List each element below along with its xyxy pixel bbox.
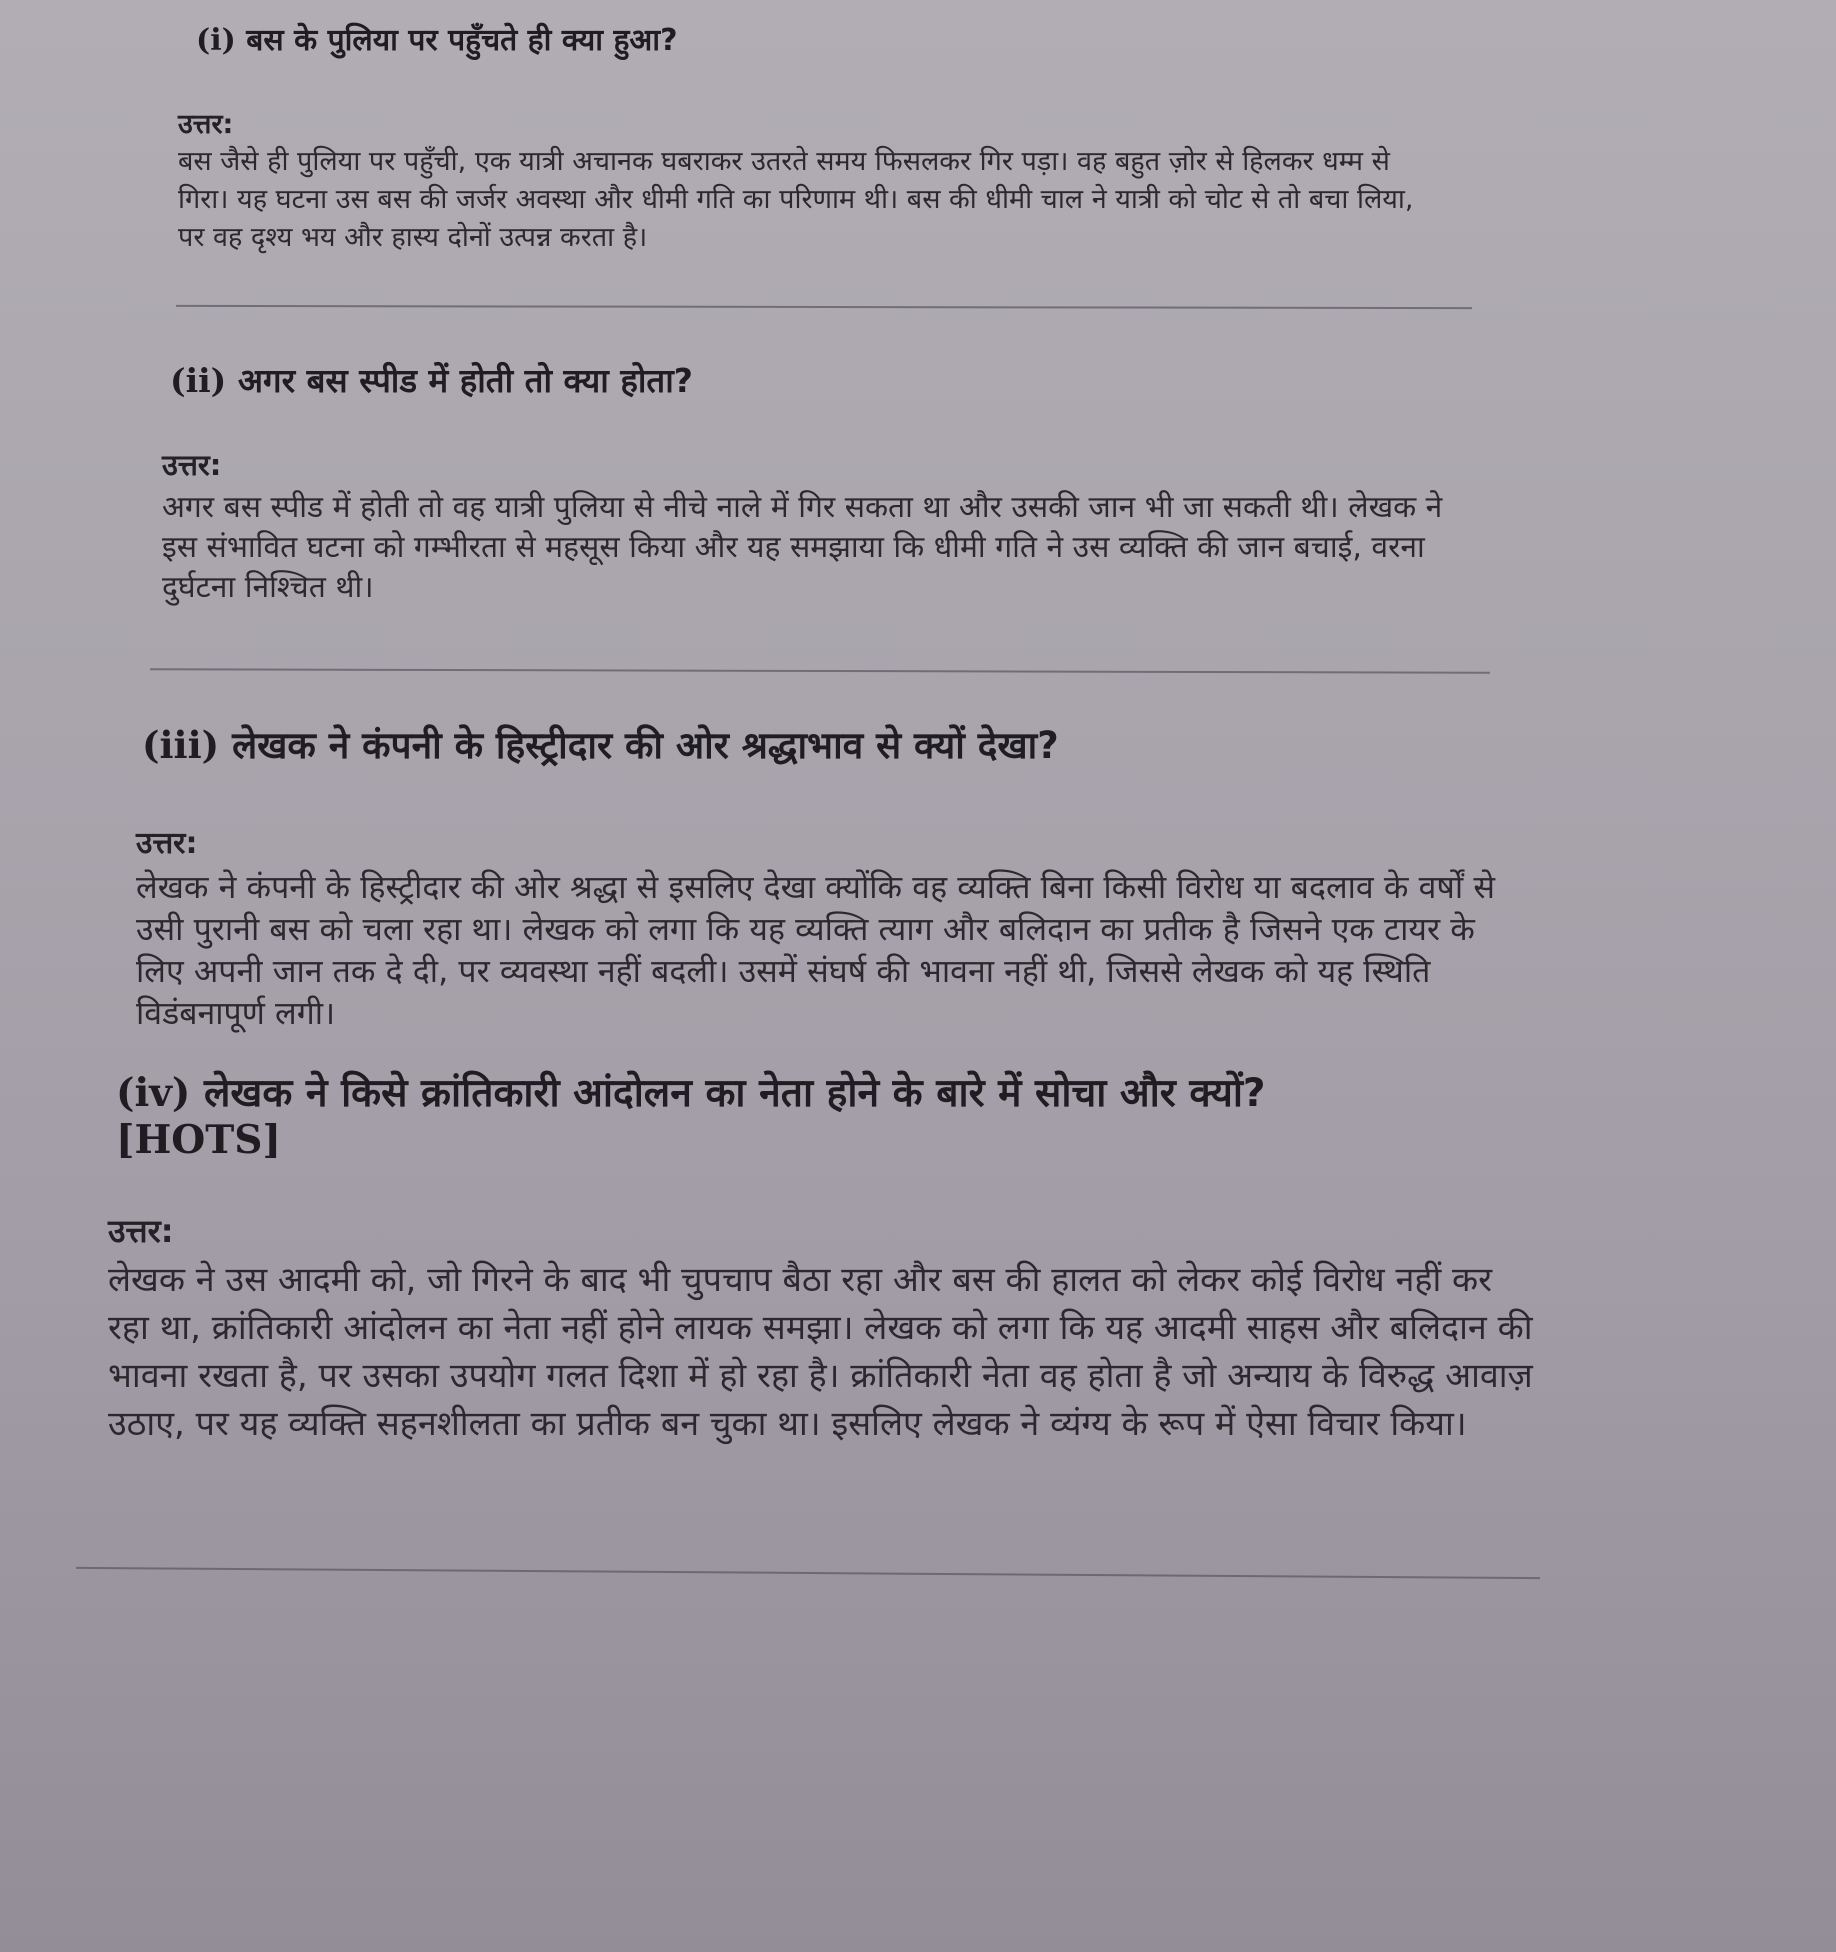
answer-text: लेखक ने कंपनी के हिस्ट्रीदार की ओर श्रद्धा से इसलिए देखा क्योंकि वह व्यक्ति बिना किसी विरोध या बदलाव के वर्षों से उसी पुरानी बस को चला रहा था। लेखक को लगा कि यह व्यक्ति त्याग और बलिदान का प्रतीक है जिसने एक टायर के लिए अपनी जान तक दे दी, पर व्यवस्था नहीं बदली। उसमें संघर्ष की भावना नहीं थी, जिससे लेखक को यह स्थिति विडंबनापूर्ण लगी। [136,868,1496,1033]
answer-text: अगर बस स्पीड में होती तो वह यात्री पुलिया से नीचे नाले में गिर सकता था और उसकी जान भी जा सकती थी। लेखक ने इस संभावित घटना को गम्भीरता से महसूस किया और यह समझाया कि धीमी गति ने उस व्यक्ति की जान बचाई, वरना दुर्घटना निश्चित थी। [162,490,1443,606]
question-1 [196,22,1468,60]
answer-label: उत्तर: [136,826,198,862]
hots-tag: [HOTS] [116,1117,281,1163]
question-number: (iii) [142,723,220,767]
question-number: (iv) [116,1070,191,1116]
divider-line [76,1567,1540,1579]
answer-label: उत्तर: [178,108,234,140]
question-2 [170,360,1482,401]
question-block-2 [162,360,1482,608]
divider-line [150,668,1490,674]
answer-text: बस जैसे ही पुलिया पर पहुँची, एक यात्री अचानक घबराकर उतरते समय फिसलकर गिर पड़ा। वह बहुत ज़ोर से हिलकर धम्म से गिरा। यह घटना उस बस की जर्जर अवस्था और धीमी गति का परिणाम थी। बस की धीमी चाल ने यात्री को चोट से तो बचा लिया, पर वह दृश्य भय और हास्य दोनों उत्पन्न करता है। [178,145,1414,253]
question-text: बस के पुलिया पर पहुँचते ही क्या हुआ? [246,23,678,58]
answer-label: उत्तर: [162,448,222,483]
question-block-1 [178,22,1468,257]
question-number: (i) [196,23,236,58]
question-3 [142,722,1506,769]
question-text: लेखक ने कंपनी के हिस्ट्रीदार की ओर श्रद्धाभाव से क्यों देखा? [232,724,1059,767]
question-number: (ii) [170,361,227,400]
divider-line [176,305,1472,309]
question-block-4 [108,1070,1548,1448]
answer-text: लेखक ने उस आदमी को, जो गिरने के बाद भी चुपचाप बैठा रहा और बस की हालत को लेकर कोई विरोध नहीं कर रहा था, क्रांतिकारी आंदोलन का नेता नहीं होने लायक समझा। लेखक को लगा कि यह आदमी साहस और बलिदान की भावना रखता है, पर उसका उपयोग गलत दिशा में हो रहा है। क्रांतिकारी नेता वह होता है जो अन्याय के विरुद्ध आवाज़ उठाए, पर यह व्यक्ति सहनशीलता का प्रतीक बन चुका था। इसलिए लेखक ने व्यंग्य के रूप में ऐसा विचार किया। [108,1260,1533,1444]
question-block-3 [136,722,1506,1034]
answer-label: उत्तर: [108,1212,174,1250]
question-4 [116,1070,1548,1163]
question-text: अगर बस स्पीड में होती तो क्या होता? [237,361,693,400]
question-text: लेखक ने किसे क्रांतिकारी आंदोलन का नेता होने के बारे में सोचा और क्यों? [203,1071,1266,1116]
